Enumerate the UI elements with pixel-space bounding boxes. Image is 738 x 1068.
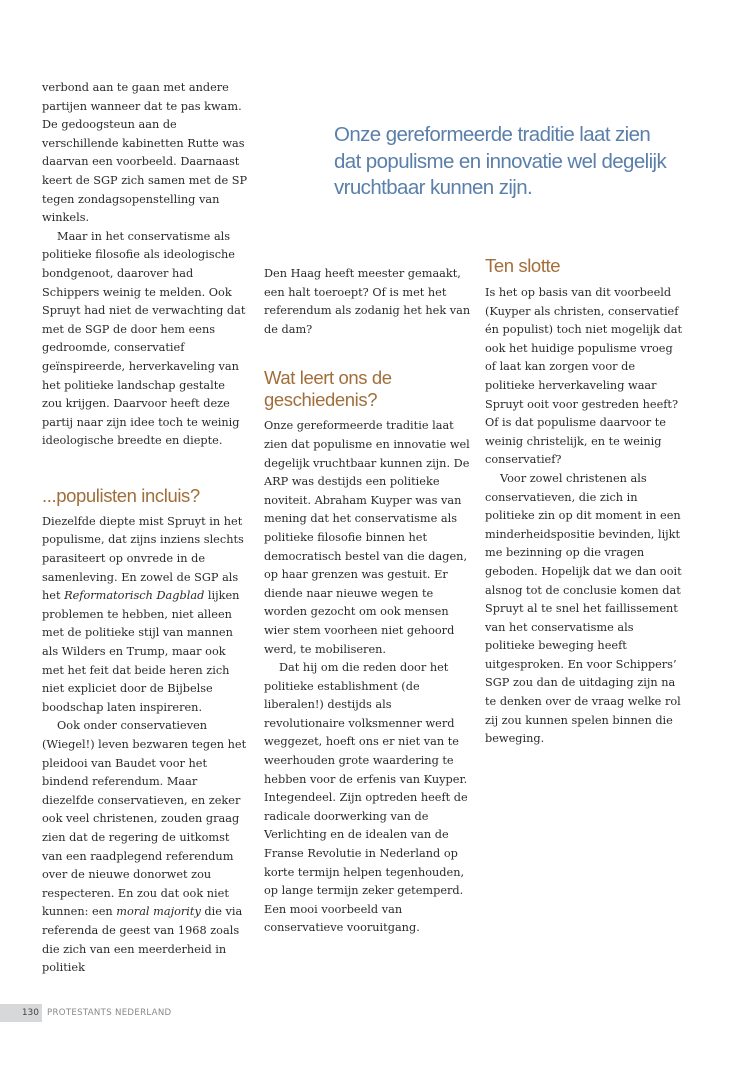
text-run: Diezelfde diepte mist Spruyt in het populisme, dat zijns inziens slechts parasiteert op onvrede in de samenleving. En zowel de SGP als het [42,514,244,603]
paragraph [42,717,248,977]
section-heading-geschiedenis: Wat leert ons de geschiedenis? [264,367,392,411]
paragraph: Onze gereformeerde traditie laat zien dat populisme en innovatie wel degelijk vruchtbaar kunnen zijn. De ARP was destijds een politieke noviteit. Abraham Kuyper was van mening dat het conservatisme als politieke filosofie binnen het democratisch bestel van die dagen, op haar grenzen was gestuit. Er diende naar nieuwe wegen te worden gezocht om ook mensen wier stem voorheen niet gehoord werd, te mobiliseren. [264,419,470,656]
section-heading-populisten: ...populisten incluis? [42,484,200,506]
paragraph: Maar in het conservatisme als politieke filosofie als ideologische bondgenoot, daarover had Schippers weinig te melden. Ook Spruyt had niet de verwachting dat met de SGP de door hem eens gedroomde, conservatief geïnspireerde, herverkaveling van het politieke landschap gestalte zou krijgen. Daarvoor heeft deze partij naar zijn idee toch te weinig ideologische breedte en diepte. [42,229,246,448]
paragraph: Dat hij om die reden door het politieke establishment (de liberalen!) destijds als revolutionaire volksmenner werd weggezet, hoeft ons er niet van te weerhouden grote waardering te hebben voor de erfenis van Kuyper. Integendeel. Zijn optreden heeft de radicale doorwerking van de Verlichting en de idealen van de Franse Revolutie in Nederland op korte termijn helpen tegenhouden, op lange termijn zeker getemperd. Een mooi voorbeeld van conservatieve vooruitgang. [264,661,468,935]
text-run: lijken problemen te hebben, niet alleen met de politieke stijl van mannen als Wilders en Trump, maar ook met het feit dat beide heren zich niet expliciet door de Bijbelse boodschap laten inspireren. [42,589,240,714]
paragraph [42,513,248,718]
page-footer [0,1004,171,1022]
pull-quote: Onze gereformeerde traditie laat zien dat populisme en innovatie wel degelijk vruchtbaar kunnen zijn. [334,123,667,199]
italic-text: moral majority [116,905,201,919]
italic-text: Reformatorisch Dagblad [64,589,205,603]
column-1 [42,79,248,978]
text-run: Ook onder conservatieven (Wiegel!) leven bezwaren tegen het pleidooi van Baudet voor het bindend referendum. Maar diezelfde conservatieven, en zeker ook veel christenen, zouden graag zien dat de regering de uitkomst van een raadplegend referendum over de nieuwe donorwet zou respecteren. En zou dat ook niet kunnen: een [42,719,247,919]
magazine-name: PROTESTANTS NEDERLAND [47,1008,172,1018]
paragraph: Is het op basis van dit voorbeeld (Kuyper als christen, conservatief én populist) toch niet mogelijk dat ook het huidige populisme vroeg of laat kan zorgen voor de politieke herverkaveling waar Spruyt ooit voor gestreden heeft? Of is dat populisme daarvoor te weinig christelijk, en te weinig conservatief? [485,286,682,467]
paragraph: Den Haag heeft meester gemaakt, een halt toeroept? Of is met het referendum als zodanig het hek van de dam? [264,267,471,336]
section-heading-ten-slotte: Ten slotte [485,255,561,276]
column-2 [264,265,472,938]
page-number: 130 [0,1004,42,1022]
paragraph: Voor zowel christenen als conservatieven, die zich in politieke zin op dit moment in een minderheidspositie bevinden, lijkt me bezinning op die vragen geboden. Hopelijk dat we dan ooit alsnog tot de conclusie komen dat Spruyt al te snel het faillissement van het conservatisme als politieke beweging heeft uitgesproken. En voor Schippers’ SGP zou dan de uitdaging zijn na te denken over de vraag welke rol zij zou kunnen spelen binnen die beweging. [485,471,682,746]
text-run: die via referenda de geest van 1968 zoals die zich van een meerderheid in politiek [42,905,243,975]
paragraph: verbond aan te gaan met andere partijen wanneer dat te pas kwam. De gedoogsteun aan de verschillende kabinetten Rutte was daarvan een voorbeeld. Daarnaast keert de SGP zich samen met de SP tegen zondagsopenstelling van winkels. [42,81,248,225]
column-3 [485,255,685,749]
